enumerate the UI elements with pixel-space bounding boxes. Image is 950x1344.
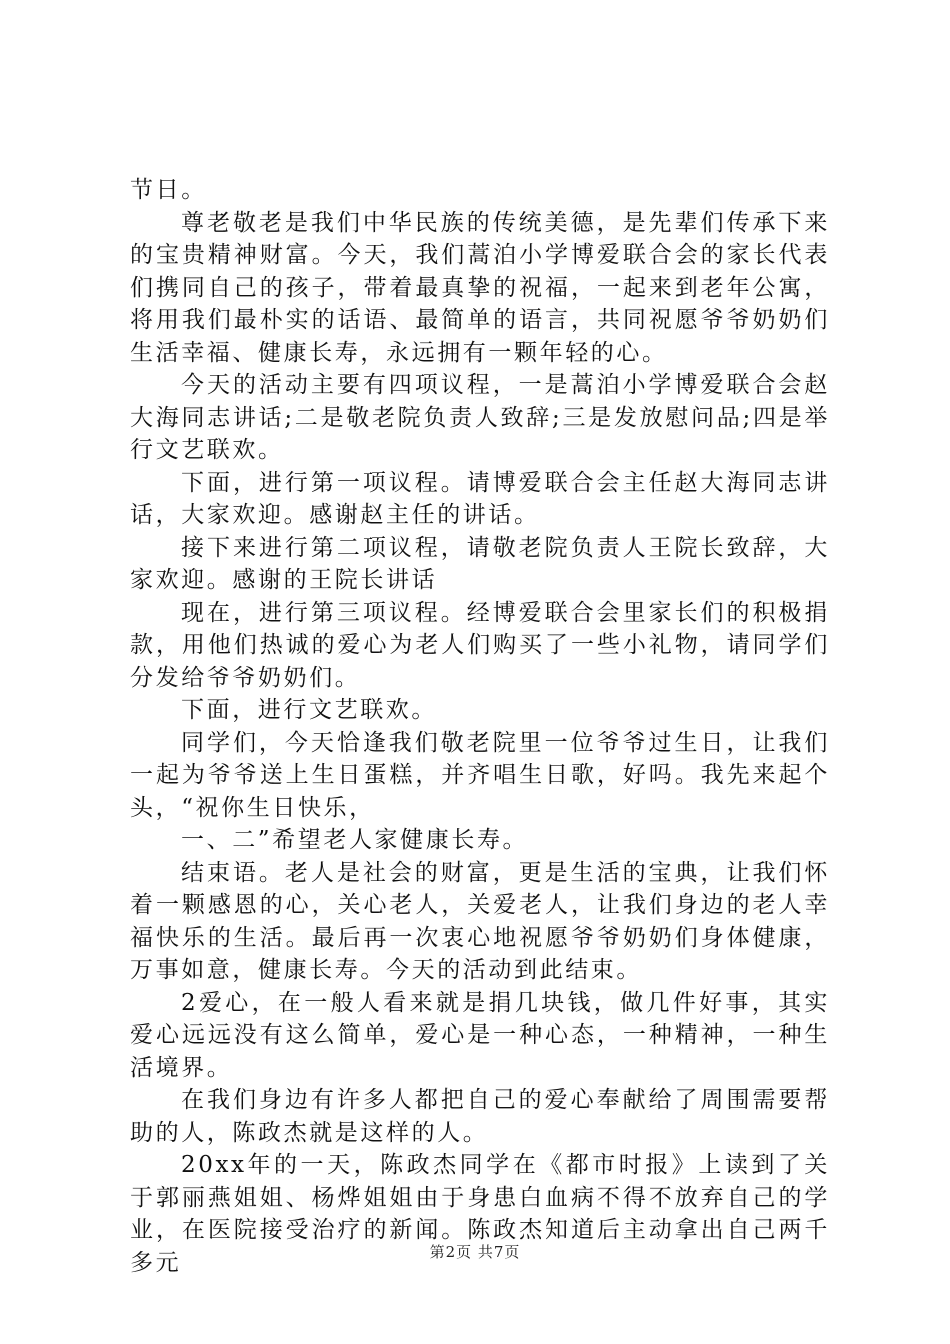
- paragraph: 下面，进行文艺联欢。: [181, 697, 437, 723]
- document-body: [130, 174, 830, 1279]
- paragraph: 2爱心，在一般人看来就是捐几块钱，做几件好事，其实爱心远远没有这么简单，爱心是一种心态，一种精神，一种生活境界。: [130, 989, 830, 1081]
- paragraph: 同学们，今天恰逢我们敬老院里一位爷爷过生日，让我们一起为爷爷送上生日蛋糕，并齐唱生日歌，好吗。我先来起个头，“祝你生日快乐，: [130, 729, 830, 821]
- paragraph: 今天的活动主要有四项议程，一是蒿泊小学博爱联合会赵大海同志讲话;二是敬老院负责人致辞;三是发放慰问品;四是举行文艺联欢。: [130, 372, 830, 463]
- paragraph: 尊老敬老是我们中华民族的传统美德，是先辈们传承下来的宝贵精神财富。今天，我们蒿泊小学博爱联合会的家长代表们携同自己的孩子，带着最真挚的祝福，一起来到老年公寓，将用我们最朴实的话语、最简单的语言，共同祝愿爷爷奶奶们生活幸福、健康长寿，永远拥有一颗年轻的心。: [130, 209, 830, 366]
- paragraph: 在我们身边有许多人都把自己的爱心奉献给了周围需要帮助的人，陈政杰就是这样的人。: [130, 1087, 830, 1146]
- paragraph: 20xx年的一天，陈政杰同学在《都市时报》上读到了关于郭丽燕姐姐、杨烨姐姐由于身患白血病不得不放弃自己的学业，在医院接受治疗的新闻。陈政杰知道后主动拿出自己两千多元: [130, 1152, 830, 1276]
- paragraph: 接下来进行第二项议程，请敬老院负责人王院长致辞，大家欢迎。感谢的王院长讲话: [130, 534, 830, 593]
- page-number-footer: 第2页 共7页: [429, 1243, 521, 1261]
- paragraph: 一、二”希望老人家健康长寿。: [181, 827, 529, 853]
- paragraph: 结束语。老人是社会的财富，更是生活的宝典，让我们怀着一颗感恩的心，关心老人，关爱老人，让我们身边的老人幸福快乐的生活。最后再一次衷心地祝愿爷爷奶奶们身体健康，万事如意，健康长寿。今天的活动到此结束。: [130, 859, 830, 983]
- paragraph: 节日。: [130, 177, 207, 203]
- paragraph: 现在，进行第三项议程。经博爱联合会里家长们的积极捐款，用他们热诚的爱心为老人们购买了一些小礼物，请同学们分发给爷爷奶奶们。: [130, 599, 830, 691]
- paragraph: 下面，进行第一项议程。请博爱联合会主任赵大海同志讲话，大家欢迎。感谢赵主任的讲话。: [130, 469, 830, 528]
